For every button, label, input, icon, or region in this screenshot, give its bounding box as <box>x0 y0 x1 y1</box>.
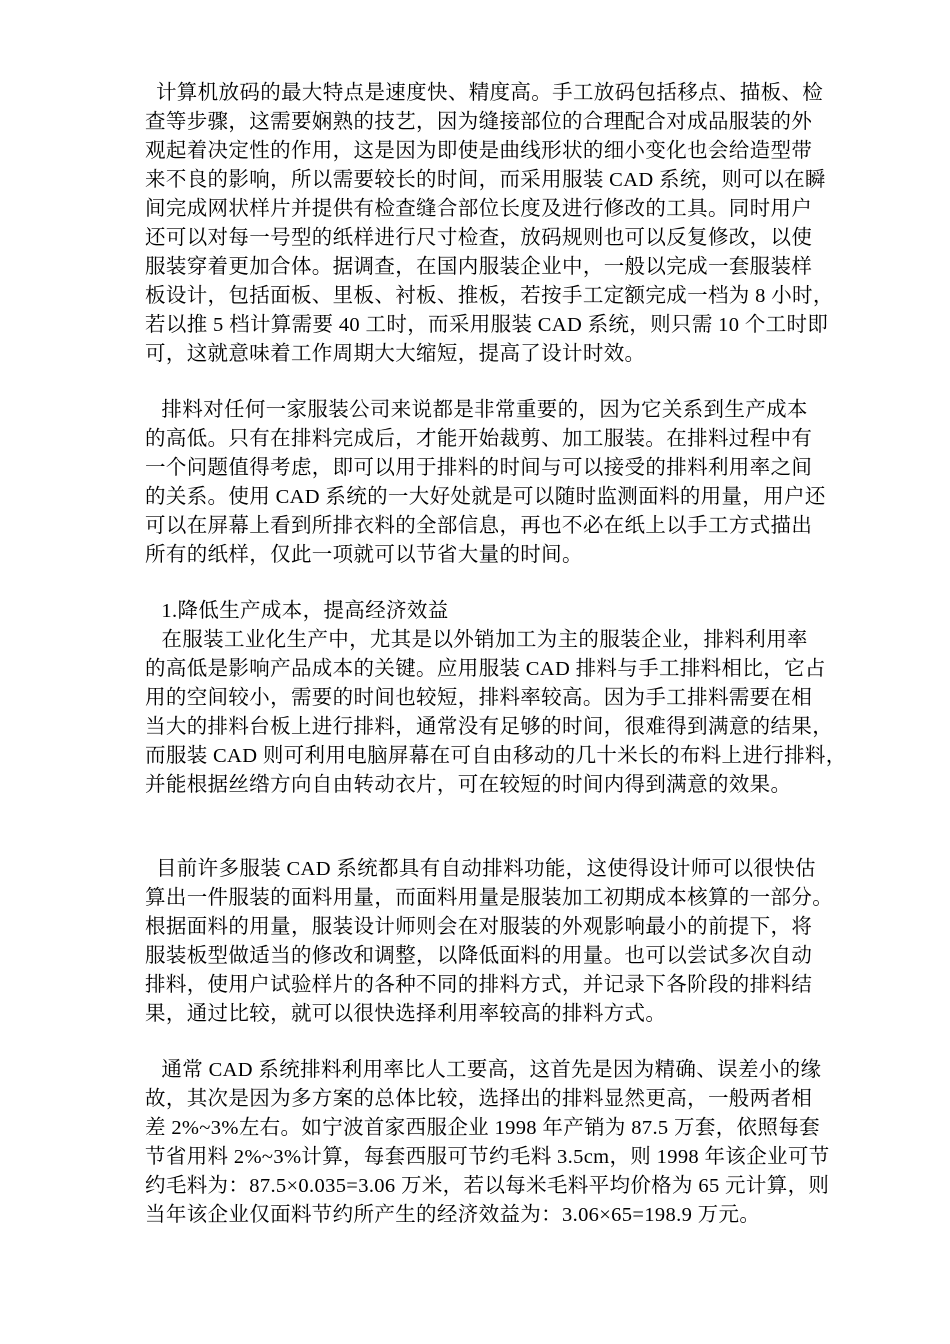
text-line: 通常 CAD 系统排料利用率比人工要高，这首先是因为精确、误差小的缘 <box>145 1059 822 1081</box>
text-line: 排料，使用户试验样片的各种不同的排料方式，并记录下各阶段的排料结 <box>145 974 813 996</box>
text-line: 的高低。只有在排料完成后，才能开始裁剪、加工服装。在排料过程中有 <box>145 428 813 450</box>
text-line: 目前许多服装 CAD 系统都具有自动排料功能，这使得设计师可以很快估 <box>145 858 816 880</box>
text-line: 约毛料为：87.5×0.035=3.06 万米，若以每米毛料平均价格为 65 元计算，则 <box>145 1175 830 1197</box>
text-line: 的关系。使用 CAD 系统的一大好处就是可以随时监测面料的用量，用户还 <box>145 486 826 508</box>
text-line: 用的空间较小，需要的时间也较短，排料率较高。因为手工排料需要在相 <box>145 687 813 709</box>
text-line: 故，其次是因为多方案的总体比较，选择出的排料显然更高，一般两者相 <box>145 1088 813 1110</box>
text-line: 在服装工业化生产中，尤其是以外销加工为主的服装企业，排料利用率 <box>145 629 808 651</box>
text-line: 的高低是影响产品成本的关键。应用服装 CAD 排料与手工排料相比，它占 <box>145 658 826 680</box>
text-line: 所有的纸样，仅此一项就可以节省大量的时间。 <box>145 544 583 566</box>
text-line: 板设计，包括面板、里板、衬板、推板，若按手工定额完成一档为 8 小时， <box>145 285 834 307</box>
text-line: 果，通过比较，就可以很快选择利用率较高的排料方式。 <box>145 1003 667 1025</box>
text-line: 差 2%~3%左右。如宁波首家西服企业 1998 年产销为 87.5 万套，依照每套 <box>145 1117 820 1139</box>
text-line: 计算机放码的最大特点是速度快、精度高。手工放码包括移点、描板、检 <box>145 82 824 104</box>
text-line: 若以推 5 档计算需要 40 工时，而采用服装 CAD 系统，则只需 10 个工时即 <box>145 314 829 336</box>
text-line: 当年该企业仅面料节约所产生的经济效益为：3.06×65=198.9 万元。 <box>145 1204 761 1226</box>
text-line: 服装板型做适当的修改和调整，以降低面料的用量。也可以尝试多次自动 <box>145 945 813 967</box>
text-line: 服装穿着更加合体。据调查，在国内服装企业中，一般以完成一套服装样 <box>145 256 813 278</box>
text-line: 节省用料 2%~3%计算，每套西服可节约毛料 3.5cm，则 1998 年该企业可节 <box>145 1146 830 1168</box>
text-line: 根据面料的用量，服装设计师则会在对服装的外观影响最小的前提下，将 <box>145 916 813 938</box>
text-line: 当大的排料台板上进行排料，通常没有足够的时间，很难得到满意的结果， <box>145 716 834 738</box>
text-line: 还可以对每一号型的纸样进行尺寸检查，放码规则也可以反复修改，以使 <box>145 227 813 249</box>
text-line: 并能根据丝绺方向自由转动衣片，可在较短的时间内得到满意的效果。 <box>145 774 792 796</box>
section-heading: 1.降低生产成本，提高经济效益 <box>145 600 449 622</box>
text-line: 可，这就意味着工作周期大大缩短，提高了设计时效。 <box>145 343 646 365</box>
text-line: 观起着决定性的作用，这是因为即使是曲线形状的细小变化也会给造型带 <box>145 140 813 162</box>
text-line: 间完成网状样片并提供有检查缝合部位长度及进行修改的工具。同时用户 <box>145 198 813 220</box>
text-line: 一个问题值得考虑，即可以用于排料的时间与可以接受的排料利用率之间 <box>145 457 813 479</box>
text-line: 查等步骤，这需要娴熟的技艺，因为缝接部位的合理配合对成品服装的外 <box>145 111 813 133</box>
text-line: 来不良的影响，所以需要较长的时间，而采用服装 CAD 系统，则可以在瞬 <box>145 169 826 191</box>
text-line: 排料对任何一家服装公司来说都是非常重要的，因为它关系到生产成本 <box>145 399 808 421</box>
text-line: 算出一件服装的面料用量，而面料用量是服装加工初期成本核算的一部分。 <box>145 887 834 909</box>
text-line: 而服装 CAD 则可利用电脑屏幕在可自由移动的几十米长的布料上进行排料， <box>145 745 847 767</box>
text-line: 可以在屏幕上看到所排衣料的全部信息，再也不必在纸上以手工方式描出 <box>145 515 813 537</box>
